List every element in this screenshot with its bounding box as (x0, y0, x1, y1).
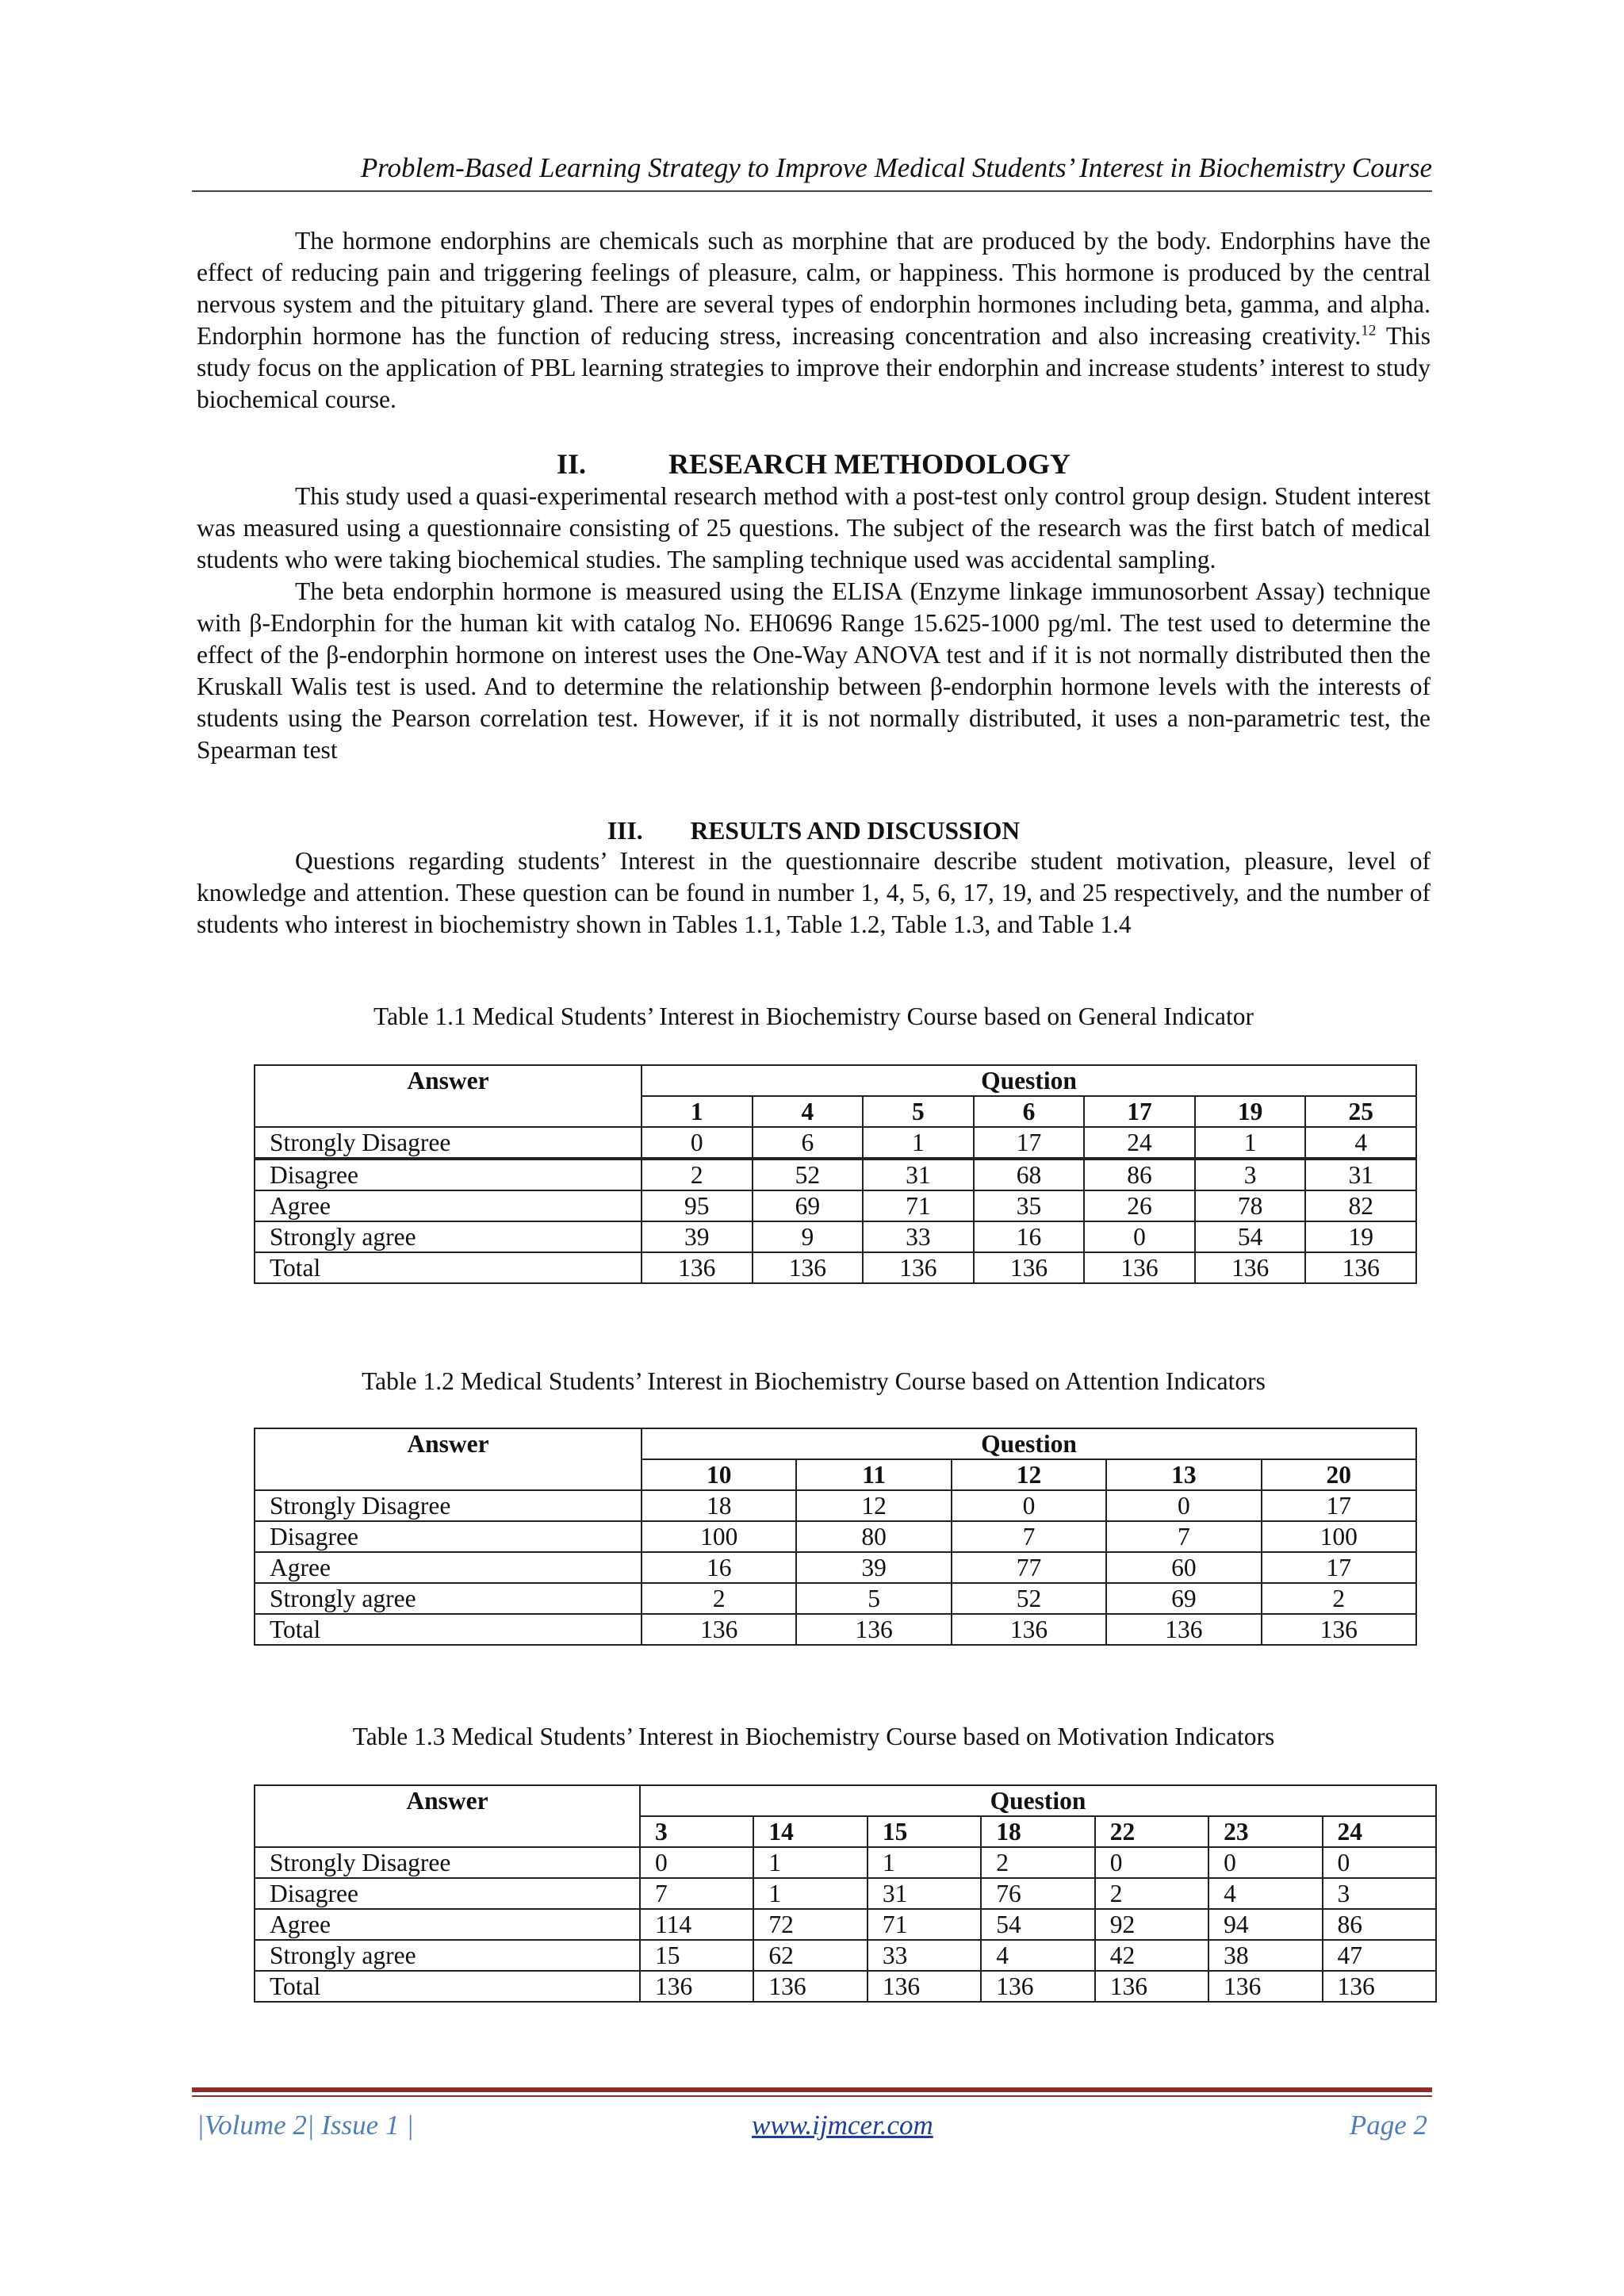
cell: 60 (1106, 1552, 1261, 1583)
cell: 2 (1095, 1878, 1208, 1909)
cell: 136 (642, 1252, 753, 1283)
question-number: 1 (642, 1096, 753, 1127)
row-label: Total (255, 1971, 640, 2002)
question-number: 13 (1106, 1459, 1261, 1490)
table-row (255, 1190, 1416, 1221)
intro-paragraph (197, 225, 1431, 416)
cell: 39 (642, 1221, 753, 1252)
cell: 78 (1195, 1190, 1306, 1221)
answer-header: Answer (255, 1428, 642, 1490)
cell: 136 (1323, 1971, 1436, 2002)
cell: 7 (952, 1521, 1106, 1552)
cell: 7 (640, 1878, 753, 1909)
cell: 71 (863, 1190, 974, 1221)
footer-rule-thin (192, 2095, 1432, 2097)
row-label: Strongly agree (255, 1221, 642, 1252)
row-label: Strongly Disagree (255, 1847, 640, 1878)
cell: 136 (1195, 1252, 1306, 1283)
cell: 0 (642, 1127, 753, 1159)
question-number: 22 (1095, 1816, 1208, 1847)
question-number: 18 (981, 1816, 1094, 1847)
cell: 31 (1305, 1159, 1416, 1190)
cell: 100 (1262, 1521, 1416, 1552)
cell: 1 (863, 1127, 974, 1159)
question-number: 17 (1084, 1096, 1195, 1127)
question-number: 19 (1195, 1096, 1306, 1127)
question-header: Question (642, 1428, 1416, 1459)
cell: 136 (981, 1971, 1094, 2002)
cell: 2 (642, 1583, 796, 1614)
cell: 6 (753, 1127, 864, 1159)
cell: 136 (1106, 1614, 1261, 1645)
cell: 54 (981, 1909, 1094, 1940)
running-header: Problem-Based Learning Strategy to Improve Medical Students’ Interest in Biochemistry Course (360, 152, 1432, 183)
section-number: II. (556, 448, 586, 480)
cell: 5 (796, 1583, 951, 1614)
question-header: Question (642, 1065, 1416, 1096)
question-header: Question (640, 1785, 1436, 1816)
cell: 52 (753, 1159, 864, 1190)
header-rule (192, 190, 1432, 192)
cell: 69 (753, 1190, 864, 1221)
question-number: 20 (1262, 1459, 1416, 1490)
cell: 136 (753, 1252, 864, 1283)
cell: 0 (1106, 1490, 1261, 1521)
cell: 136 (753, 1971, 867, 2002)
question-number: 15 (868, 1816, 981, 1847)
cell: 17 (1262, 1490, 1416, 1521)
cell: 17 (974, 1127, 1085, 1159)
cell: 9 (753, 1221, 864, 1252)
table-row (255, 1909, 1436, 1940)
cell: 136 (1095, 1971, 1208, 2002)
cell: 136 (1305, 1252, 1416, 1283)
cell: 33 (868, 1940, 981, 1971)
cell: 2 (642, 1159, 753, 1190)
cell: 1 (753, 1847, 867, 1878)
cell: 1 (753, 1878, 867, 1909)
cell: 0 (1208, 1847, 1322, 1878)
cell: 2 (981, 1847, 1094, 1878)
cell: 86 (1323, 1909, 1436, 1940)
table-row (255, 1552, 1416, 1583)
cell: 18 (642, 1490, 796, 1521)
row-label: Disagree (255, 1521, 642, 1552)
cell: 38 (1208, 1940, 1322, 1971)
table-1-1 (254, 1064, 1417, 1284)
table-header-row (255, 1428, 1416, 1459)
cell: 3 (1323, 1878, 1436, 1909)
cell: 136 (868, 1971, 981, 2002)
cell: 0 (952, 1490, 1106, 1521)
question-number: 4 (753, 1096, 864, 1127)
section-heading-methodology (197, 447, 1431, 481)
question-number: 5 (863, 1096, 974, 1127)
cell: 76 (981, 1878, 1094, 1909)
cell: 100 (642, 1521, 796, 1552)
section-title: RESULTS AND DISCUSSION (690, 817, 1021, 845)
cell: 24 (1084, 1127, 1195, 1159)
cell: 71 (868, 1909, 981, 1940)
cell: 136 (863, 1252, 974, 1283)
table-row (255, 1159, 1416, 1190)
cell: 12 (796, 1490, 951, 1521)
table-header-row (255, 1785, 1436, 1816)
cell: 26 (1084, 1190, 1195, 1221)
cell: 136 (1084, 1252, 1195, 1283)
cell: 136 (974, 1252, 1085, 1283)
cell: 19 (1305, 1221, 1416, 1252)
table-row (255, 1221, 1416, 1252)
footer-page-number: Page 2 (1349, 2110, 1427, 2141)
answer-header: Answer (255, 1065, 642, 1127)
cell: 39 (796, 1552, 951, 1583)
cell: 136 (952, 1614, 1106, 1645)
cell: 136 (642, 1614, 796, 1645)
section-title: RESEARCH METHODOLOGY (668, 448, 1071, 480)
results-para-1: Questions regarding students’ Interest in the questionnaire describe student motivation, pleasure, level of knowledge and attention. These question can be found in number 1, 4, 5, 6, 17, 19, and 25 respectively, and the number of students who interest in biochemistry shown in Tables 1.1, Table 1.2, Table 1.3, and Table 1.4 (197, 847, 1431, 938)
question-number: 11 (796, 1459, 951, 1490)
cell: 136 (640, 1971, 753, 2002)
cell: 0 (1084, 1221, 1195, 1252)
cell: 17 (1262, 1552, 1416, 1583)
methodology-para-1: This study used a quasi-experimental research method with a post-test only control group design. Student interest was measured using a questionnaire consisting of 25 questions. The subject of the research was the first batch of medical students who were taking biochemical studies. The sampling technique used was accidental sampling. (197, 482, 1431, 573)
cell: 136 (1262, 1614, 1416, 1645)
table-row (255, 1847, 1436, 1878)
cell: 0 (1323, 1847, 1436, 1878)
footer-url-link[interactable]: www.ijmcer.com (752, 2110, 933, 2141)
table-row (255, 1490, 1416, 1521)
table-1-3-caption: Table 1.3 Medical Students’ Interest in Biochemistry Course based on Motivation Indicators (352, 1723, 1275, 1750)
cell: 92 (1095, 1909, 1208, 1940)
row-label: Strongly agree (255, 1583, 642, 1614)
question-number: 10 (642, 1459, 796, 1490)
cell: 7 (1106, 1521, 1261, 1552)
table-row (255, 1127, 1416, 1159)
footer-rule (192, 2087, 1432, 2092)
cell: 16 (974, 1221, 1085, 1252)
table-1-3 (254, 1784, 1437, 2003)
cell: 52 (952, 1583, 1106, 1614)
results-body (197, 845, 1431, 941)
cell: 136 (796, 1614, 951, 1645)
table-1-2 (254, 1428, 1417, 1646)
row-label: Agree (255, 1909, 640, 1940)
question-number: 25 (1305, 1096, 1416, 1127)
cell: 68 (974, 1159, 1085, 1190)
row-label: Disagree (255, 1159, 642, 1190)
cell: 4 (1208, 1878, 1322, 1909)
footer-volume: |Volume 2| Issue 1 | (197, 2110, 414, 2141)
cell: 86 (1084, 1159, 1195, 1190)
row-label: Strongly Disagree (255, 1127, 642, 1159)
cell: 77 (952, 1552, 1106, 1583)
row-label: Agree (255, 1190, 642, 1221)
table-row-total (255, 1971, 1436, 2002)
row-label: Total (255, 1252, 642, 1283)
table-row (255, 1940, 1436, 1971)
intro-text: The hormone endorphins are chemicals such as morphine that are produced by the body. Endorphins have the effect of reducing pain and triggering feelings of pleasure, calm, or happiness. This hormone is produced by the central nervous system and the pituitary gland. There are several types of endorphin hormones including beta, gamma, and alpha. Endorphin hormone has the function of reducing stress, increasing concentration and also increasing creativity. (197, 227, 1431, 350)
cell: 33 (863, 1221, 974, 1252)
table-row-total (255, 1614, 1416, 1645)
methodology-para-2: The beta endorphin hormone is measured using the ELISA (Enzyme linkage immunosorbent Assay) technique with β-Endorphin for the human kit with catalog No. EH0696 Range 15.625-1000 pg/ml. The test used to determine the effect of the β-endorphin hormone on interest uses the One-Way ANOVA test and if it is not normally distributed then the Kruskall Walis test is used. And to determine the relationship between β-endorphin hormone levels with the interests of students using the Pearson correlation test. However, if it is not normally distributed, it uses a non-parametric test, the Spearman test (197, 577, 1431, 764)
cell: 16 (642, 1552, 796, 1583)
cell: 69 (1106, 1583, 1261, 1614)
cell: 4 (1305, 1127, 1416, 1159)
row-label: Strongly agree (255, 1940, 640, 1971)
question-number: 6 (974, 1096, 1085, 1127)
table-row (255, 1878, 1436, 1909)
cell: 1 (1195, 1127, 1306, 1159)
table-row (255, 1583, 1416, 1614)
table-1-2-caption: Table 1.2 Medical Students’ Interest in Biochemistry Course based on Attention Indicators (362, 1367, 1266, 1395)
cell: 136 (1208, 1971, 1322, 2002)
question-number: 3 (640, 1816, 753, 1847)
section-number: III. (607, 817, 643, 845)
cell: 95 (642, 1190, 753, 1221)
cell: 31 (863, 1159, 974, 1190)
row-label: Total (255, 1614, 642, 1645)
cell: 0 (1095, 1847, 1208, 1878)
question-number: 24 (1323, 1816, 1436, 1847)
cell: 0 (640, 1847, 753, 1878)
question-number: 12 (952, 1459, 1106, 1490)
cell: 82 (1305, 1190, 1416, 1221)
cell: 15 (640, 1940, 753, 1971)
question-number: 23 (1208, 1816, 1322, 1847)
cell: 80 (796, 1521, 951, 1552)
cell: 114 (640, 1909, 753, 1940)
cell: 2 (1262, 1583, 1416, 1614)
cell: 42 (1095, 1940, 1208, 1971)
citation-ref: 12 (1361, 322, 1377, 339)
question-number: 14 (753, 1816, 867, 1847)
methodology-body (197, 481, 1431, 766)
row-label: Agree (255, 1552, 642, 1583)
cell: 31 (868, 1878, 981, 1909)
cell: 62 (753, 1940, 867, 1971)
cell: 94 (1208, 1909, 1322, 1940)
cell: 72 (753, 1909, 867, 1940)
table-row-total (255, 1252, 1416, 1283)
section-heading-results (197, 814, 1431, 849)
cell: 1 (868, 1847, 981, 1878)
cell: 47 (1323, 1940, 1436, 1971)
table-header-row (255, 1065, 1416, 1096)
row-label: Disagree (255, 1878, 640, 1909)
intro-text-cont: This study focus on the application of PBL learning strategies to improve their endorphin and increase students’ interest to study biochemical course. (197, 322, 1431, 413)
cell: 54 (1195, 1221, 1306, 1252)
answer-header: Answer (255, 1785, 640, 1847)
row-label: Strongly Disagree (255, 1490, 642, 1521)
table-row (255, 1521, 1416, 1552)
cell: 3 (1195, 1159, 1306, 1190)
cell: 35 (974, 1190, 1085, 1221)
cell: 4 (981, 1940, 1094, 1971)
table-1-1-caption: Table 1.1 Medical Students’ Interest in Biochemistry Course based on General Indicator (373, 1002, 1254, 1030)
